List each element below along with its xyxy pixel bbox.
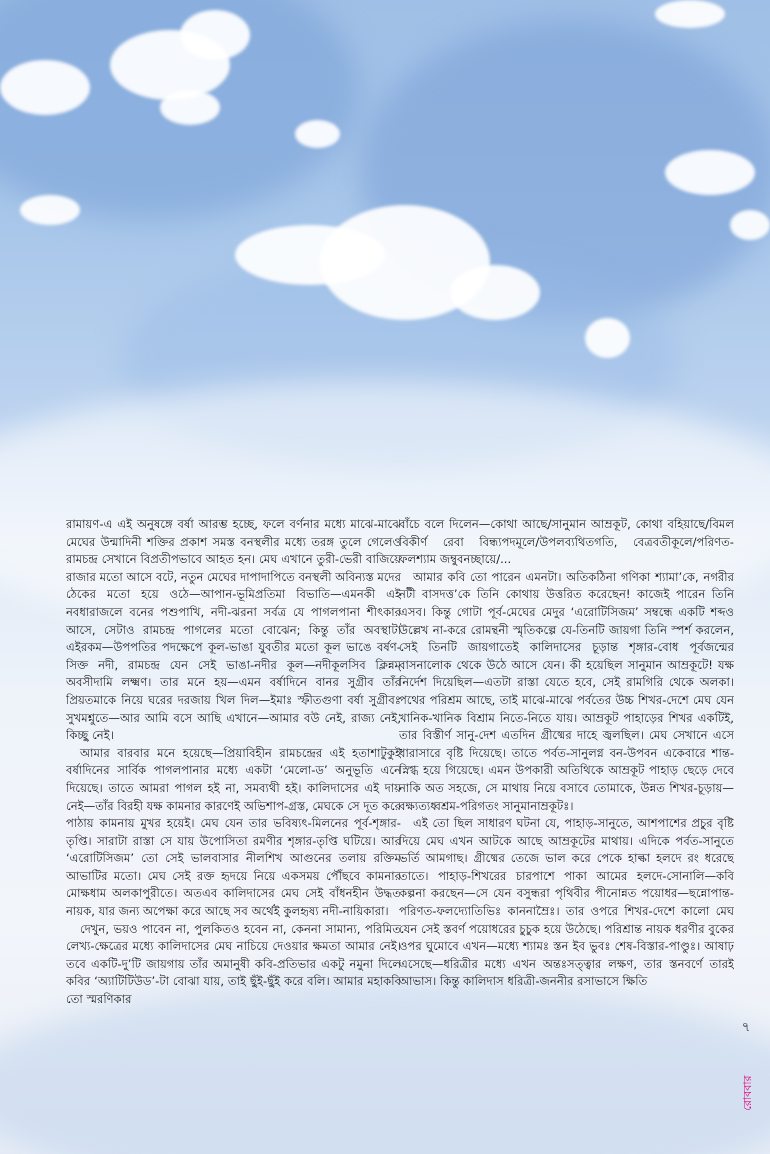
article-column-right — [399, 516, 734, 1116]
paragraph: রামায়ণ-এ এই অনুষঙ্গে বর্ষা আরম্ভ হচ্ছে, ফলে বর্ণনার মধ্যে মাঝে-মাঝে মেঘের উন্মাদিনী শক্তির প্রকাশ সমস্ত বনস্থলীর মধ্যে তরঙ্গ তুলে গেলেও রামচন্দ্র সেখানে বিপ্রতীপভাবে আহত হন। মেঘ এখানে তুরী-ভেরী বাজিয়ে রাজার মতো আসে বটে, নতুন মেঘের দাপাদাপিতে বনস্থলী অবিন্যস্ত মদের ঠেকের মতো হয়ে ওঠে—আপান-ভূমিপ্রতিমা বিভাতি—এমনকী এই নবধারাজলে বনের পশুপাখি, নদী-ঝরনা সর্বত্র যে পাগলপানা শীৎকার আসে, সেটাও রামচন্দ্র পাগলের মতো বোঝেন; কিন্তু তাঁর অবস্থাটা এইরকম—উপপতির পদক্ষেপে কূল-ভাঙা যুবতীর মতো কূল ভাঙে বর্ষণ-সিক্ত নদী, রামচন্দ্র যেন সেই ভাঙা-নদীর কূল—নদীকূলসিব ক্লিন্নম্ অবসীদামি লক্ষ্মণ। তার মনে হয়—এমন বর্ষাদিনে বানর সুগ্রীব তাঁর প্রিয়তমাকে নিয়ে ঘরের দরজায় খিল দিল—ইমাঃ স্ফীতগুণা বর্ষা সুগ্রীবঃ সুখমশ্নুতে—আর আমি বসে আছি এখানে—আমার বউ নেই, রাজ্য নেই, কিচ্ছু নেই। — [66, 517, 401, 743]
magazine-name: রোববার — [741, 1075, 754, 1111]
paragraph: দেখুন, ভয়ও পাবেন না, পুলকিতও হবেন না, কেননা সামান্য, পরিমিত লেখ্য-ক্ষেত্রের মধ্যে কালিদাসের মেঘ নাচিয়ে দেওয়ার ক্ষমতা আমার নেই। তবে একটি-দু’টি জায়গায় তাঁর অমানুষী কবি-প্রতিভার একটু নমুনা দিলে কবির ‘অ্যাটিটিউড’-টা বোঝা যায়, তাই ছুঁই-ছুঁই করে বলি। আমার মহাকবি তো স্মরণিকার — [66, 921, 401, 1007]
paragraph: আমার বারবার মনে হয়েছে—প্রিয়াবিহীন রামচন্দ্রের এই হতাশাটুকুই বর্ষাদিনের সার্বিক পাগলপানার মধ্যে একটা ‘মেলো-ড’ অনুভূতি এনে দিয়েছে। তাতে আমরা পাগল হই না, সমব্যথী হই। কালিদাসের এই দায় নেই—তাঁর বিরহী যক্ষ কামনার কারণেই অভিশাপ-গ্রস্ত, মেঘকে সে দূত করে পাঠায় কামনায় মুখর হয়েই। মেঘ যেন তার ভবিষ্যৎ-মিলনের পূর্ব-শৃঙ্গার-তৃপ্তি। সারাটা রাস্তা সে যায় উপোসিতা রমণীর শৃঙ্গার-তৃপ্তি ঘটিয়ে। আর ‘এরোটিসিজম’ তো সেই ভালবাসার নীলশিখ আগুনের তলায় রক্তিম আভাটির মতো। মেঘ সেই রক্ত হৃদয়ে নিয়ে একসময় পৌঁছবে কামনার মোক্ষধাম অলকাপুরীতে। অতএব কালিদাসের মেঘ সেই বাঁধনহীন উদ্ধত নায়ক, যার জন্য অপেক্ষা করে আছে সব অর্থেই কুলহৃষ্য নদী-নায়িকারা। — [66, 745, 401, 919]
paragraph: এই তো ছিল সাধারণ ঘটনা যে, পাহাড়-সানুতে, আশপাশের প্রচুর বৃষ্টি দিয়ে মেঘ এখন আটকে আছে আম্রকূটের মাথায়। এদিকে পর্বত-সানুতে ভর্তি আমগাছ। গ্রীষ্মের তেজে ভাল করে পেকে হাল্কা হলদে রং ধরেছে তাতে। পাহাড়-শিখরের চারপাশে পাকা আমের হলদে-সোনালি—কবি কল্পনা করছেন—সে যেন বসুন্ধরা পৃথিবীর পীনোন্নত পয়োধর—ছন্নোপান্ত-পরিণত-ফলদ্যোতিভিঃ কাননাম্রৈঃ। তার ওপরে শিখর-দেশে কালো মেঘ যেন সেই স্তবর্ণ পয়োধরের চুচুক হয়ে উঠেছে। পরিশ্রান্ত নায়ক ধরণীর বুকের ওপর ঘুমোবে এখন—মধ্যে শ্যামঃ স্তন ইব ভুবঃ শেষ-বিস্তার-পাণ্ডুঃ। আষাঢ় এসেছে—ধরিত্রীর মধ্যে এখন অন্তঃসত্ত্বার লক্ষণ, তার স্তনবর্ণে তারই আভাস। কিন্তু কালিদাস ধরিত্রী-জননীর রসাভাসে ক্ষিতি — [399, 816, 734, 989]
paragraph: আমার কবি তো পারেন এমনটা। অতিকঠিনা গণিকা শ্যামা’কে, নগরীর নটী বাসদত্ত’কে তিনি কোথায় উত্তরিত করেছেন! কাজেই পারেন তিনি এসব। কিন্তু গোটা পূর্ব-মেঘের মেদুর ‘এরোটিসিজম’ সম্বন্ধে একটি শব্দও উল্লেখ না-করে রোমন্থনী স্মৃতিকল্পে যে-তিনটি জায়গা তিনি স্পর্শ করলেন, সেই তিনটি জায়গাতেই কালিদাসের চূড়ান্ত শৃঙ্গার-বোধ পূর্বজন্মের বাসনালোক থেকে উঠে আসে যেন। কী হয়েছিল সানুমান আম্রকূটে! যক্ষ নির্দেশ দিয়েছিল—এতটা রাস্তা যেতে হবে, সেই রামগিরি থেকে অলকা। পথের পরিশ্রম আছে, তাই মাঝে-মাঝে পর্বতের উচ্চ শিখর-দেশে মেঘ যেন খানিক-খানিক বিশ্রাম নিতে-নিতে যায়। আম্রকূট পাহাড়ের শিখর একটিই, তার বিস্তীর্ণ সানু-দেশ এতদিন গ্রীষ্মের দাহে জ্বলছিল। মেঘ সেখানে এসে ধারাসারে বৃষ্টি দিয়েছে। তাতে পর্বত-সানুলগ্ন বন-উপবন একেবারে শান্ত-স্নিগ্ধ হয়ে গিয়েছে। এমন উপকারী অতিথিকে আম্রকূট পাহাড় ছেড়ে দেবে নাকি অত সহজে, সে মাথায় নিয়ে বসাবে তোমাকে, উন্নত শিখর-চূড়ায়—বক্ষ্যত্যধ্বশ্রম-পরিগতং সানুমানাম্রকূটঃ। — [399, 569, 734, 813]
page-number: ৭ — [741, 1020, 751, 1035]
article-column-left — [66, 516, 401, 1076]
paragraph: বাঁচে বলে দিলেন—কোথা আছে/সানুমান আম্রকূট, কোথা বহিয়াছে/বিমল বিকীর্ণ রেবা বিন্ধ্যপদমূলে/উপলব্যথিতগতি, বেত্রবতীকূলে/পরিণত-ফলশ্যাম জম্বুবনচ্ছায়ে/... — [399, 517, 734, 567]
